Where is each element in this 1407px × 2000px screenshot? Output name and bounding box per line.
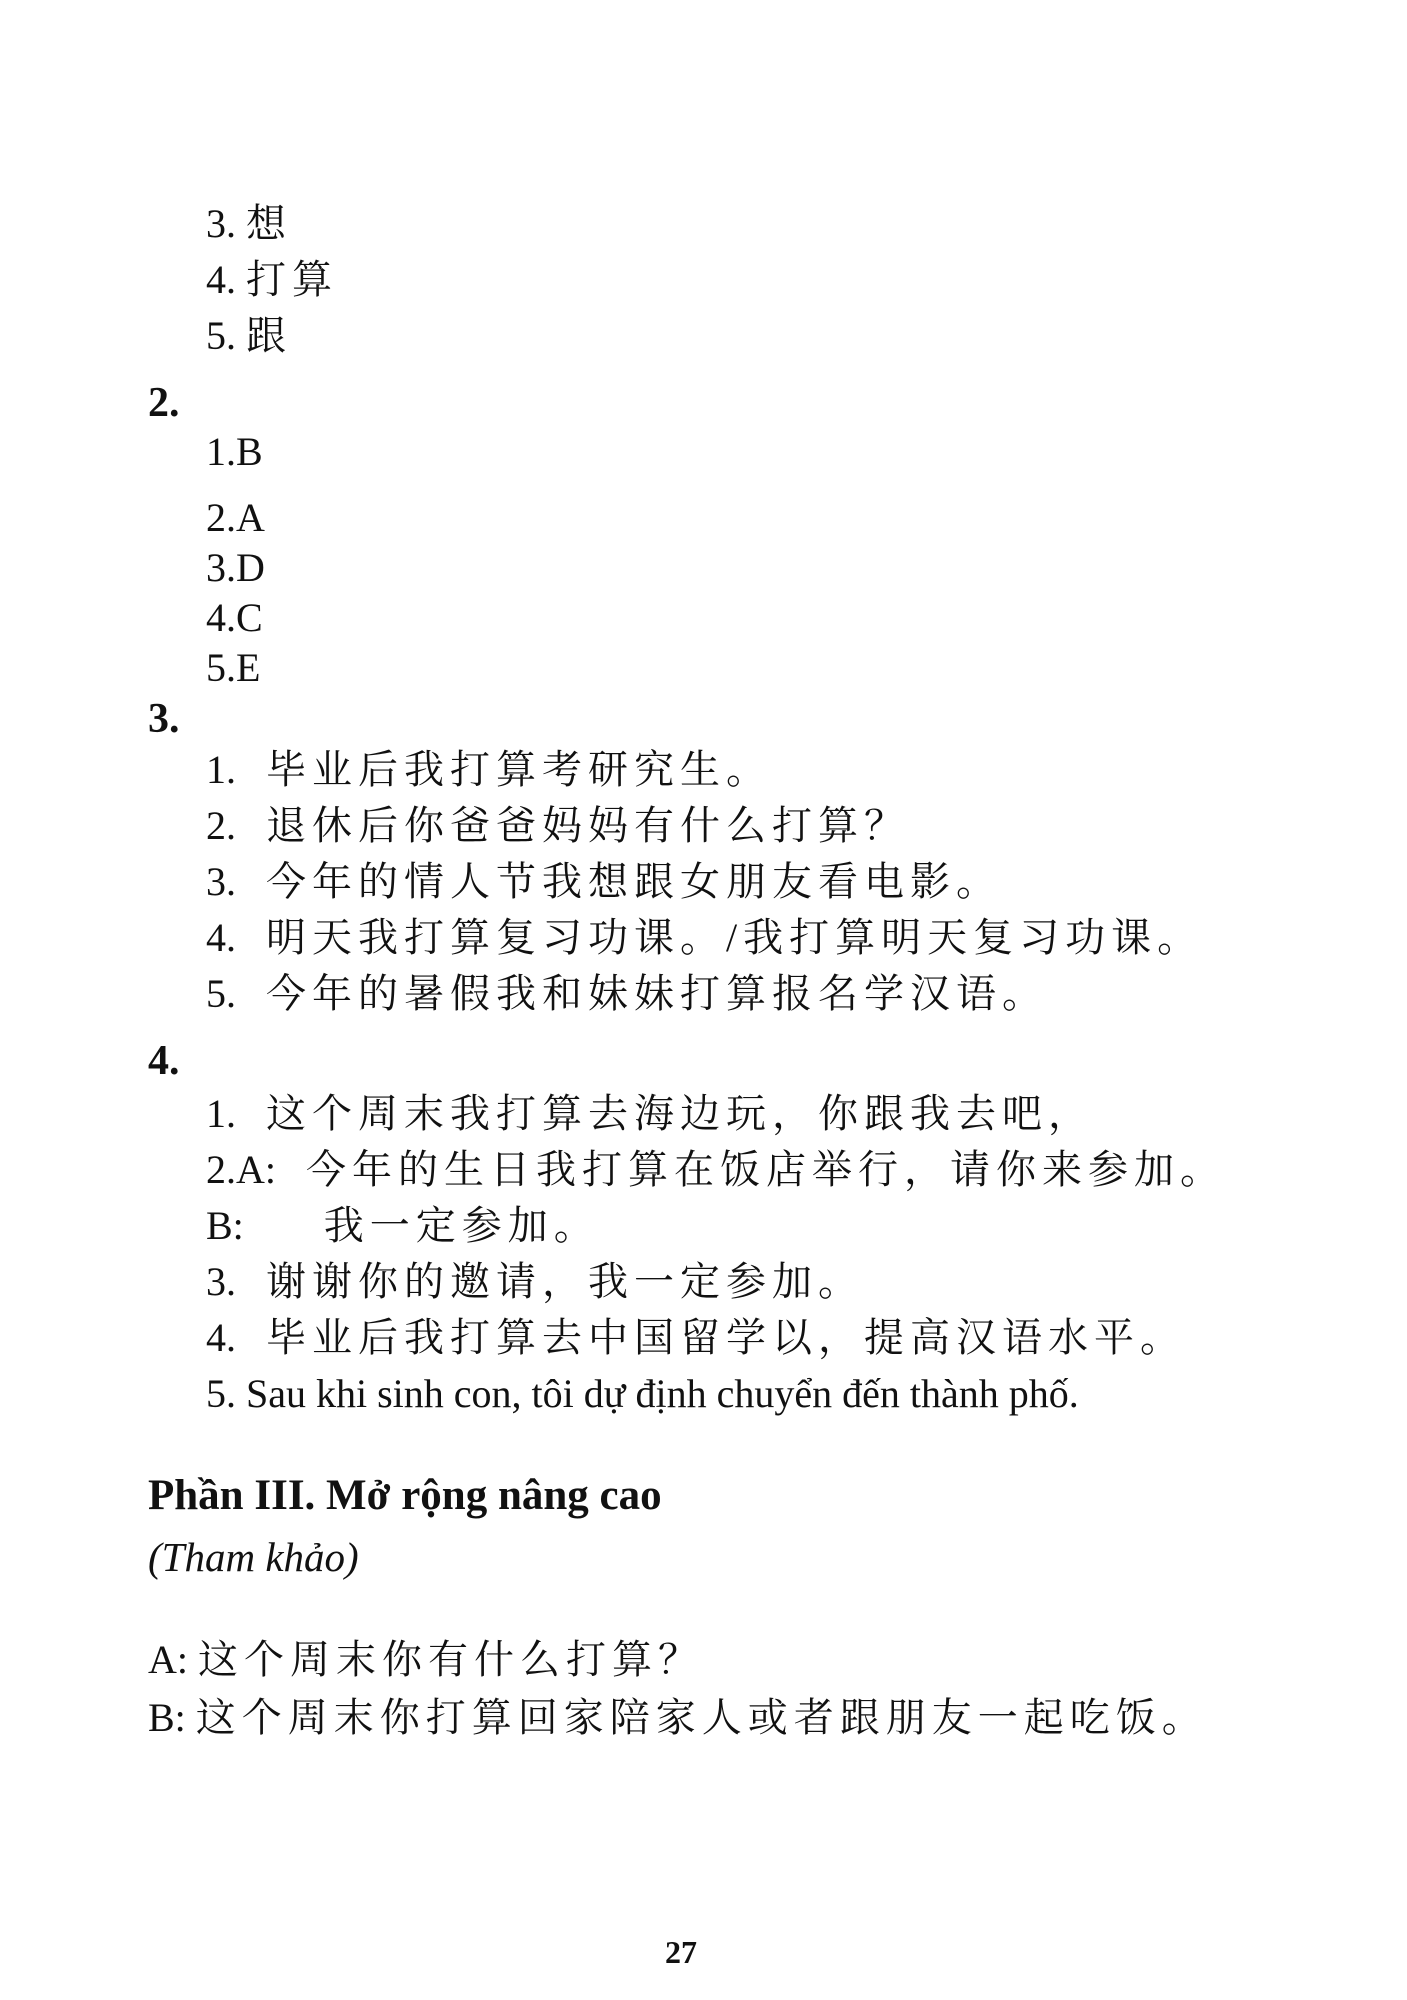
answer-item: 3.D — [206, 545, 265, 590]
answer-item: 1.B — [206, 429, 263, 474]
item-number: 3. — [206, 1259, 236, 1304]
item-text: Sau khi sinh con, tôi dự định chuyển đến thành phố. — [246, 1371, 1079, 1416]
item-number: 3. — [206, 201, 236, 246]
section-heading: 4. — [148, 1038, 180, 1084]
item-number: 5. — [206, 1371, 236, 1416]
item-number: 5. — [206, 971, 236, 1016]
item-text: 退休后你爸爸妈妈有什么打算？ — [266, 803, 910, 848]
list-item — [206, 1258, 864, 1306]
item-number: 1. — [206, 1091, 236, 1136]
list-item — [206, 746, 772, 794]
dialogue-line — [148, 1636, 704, 1684]
answer-item: 2.A — [206, 495, 265, 540]
list-item — [206, 1370, 1079, 1418]
item-text: 谢谢你的邀请，我一定参加。 — [266, 1259, 864, 1304]
item-text: 跟 — [246, 313, 292, 358]
list-item — [206, 802, 910, 850]
speaker-label: B: — [148, 1695, 186, 1740]
item-text: 明天我打算复习功课。/我打算明天复习功课。 — [266, 915, 1204, 960]
item-text: 今年的生日我打算在饭店举行，请你来参加。 — [306, 1147, 1226, 1192]
list-item — [206, 1314, 1186, 1362]
item-number: 5. — [206, 313, 236, 358]
list-item — [206, 1202, 600, 1250]
item-text: 这个周末我打算去海边玩，你跟我去吧， — [266, 1091, 1094, 1136]
list-item — [206, 858, 1002, 906]
item-number: 4. — [206, 1315, 236, 1360]
item-number: 4. — [206, 257, 236, 302]
dialogue-line — [148, 1694, 1208, 1742]
dialogue-text: 这个周末你打算回家陪家人或者跟朋友一起吃饭。 — [195, 1695, 1208, 1740]
section-subtitle: (Tham khảo) — [148, 1534, 359, 1580]
speaker-label: A: — [148, 1637, 188, 1682]
item-number: 3. — [206, 859, 236, 904]
section-title: Phần III. Mở rộng nâng cao — [148, 1472, 662, 1519]
answer-item: 5.E — [206, 645, 261, 690]
section-heading: 2. — [148, 380, 180, 426]
item-text: 今年的暑假我和妹妹打算报名学汉语。 — [266, 971, 1048, 1016]
list-item — [206, 914, 1203, 962]
item-text: 打算 — [246, 257, 338, 302]
item-text: 今年的情人节我想跟女朋友看电影。 — [266, 859, 1002, 904]
list-item — [206, 970, 1048, 1018]
answer-item: 4.C — [206, 595, 263, 640]
list-item — [206, 200, 292, 248]
list-item — [206, 1146, 1226, 1194]
section-heading: 3. — [148, 696, 180, 742]
item-text: 我一定参加。 — [323, 1203, 600, 1248]
item-text: 毕业后我打算考研究生。 — [266, 747, 772, 792]
dialogue-text: 这个周末你有什么打算？ — [198, 1637, 704, 1682]
item-number: 4. — [206, 915, 236, 960]
item-number: 2.A: — [206, 1147, 276, 1192]
item-number: B: — [206, 1203, 244, 1248]
list-item — [206, 1090, 1094, 1138]
item-number: 1. — [206, 747, 236, 792]
list-item — [206, 256, 338, 304]
list-item — [206, 312, 292, 360]
item-number: 2. — [206, 803, 236, 848]
item-text: 毕业后我打算去中国留学以，提高汉语水平。 — [266, 1315, 1186, 1360]
item-text: 想 — [246, 201, 292, 246]
page-number: 27 — [665, 1934, 697, 1970]
